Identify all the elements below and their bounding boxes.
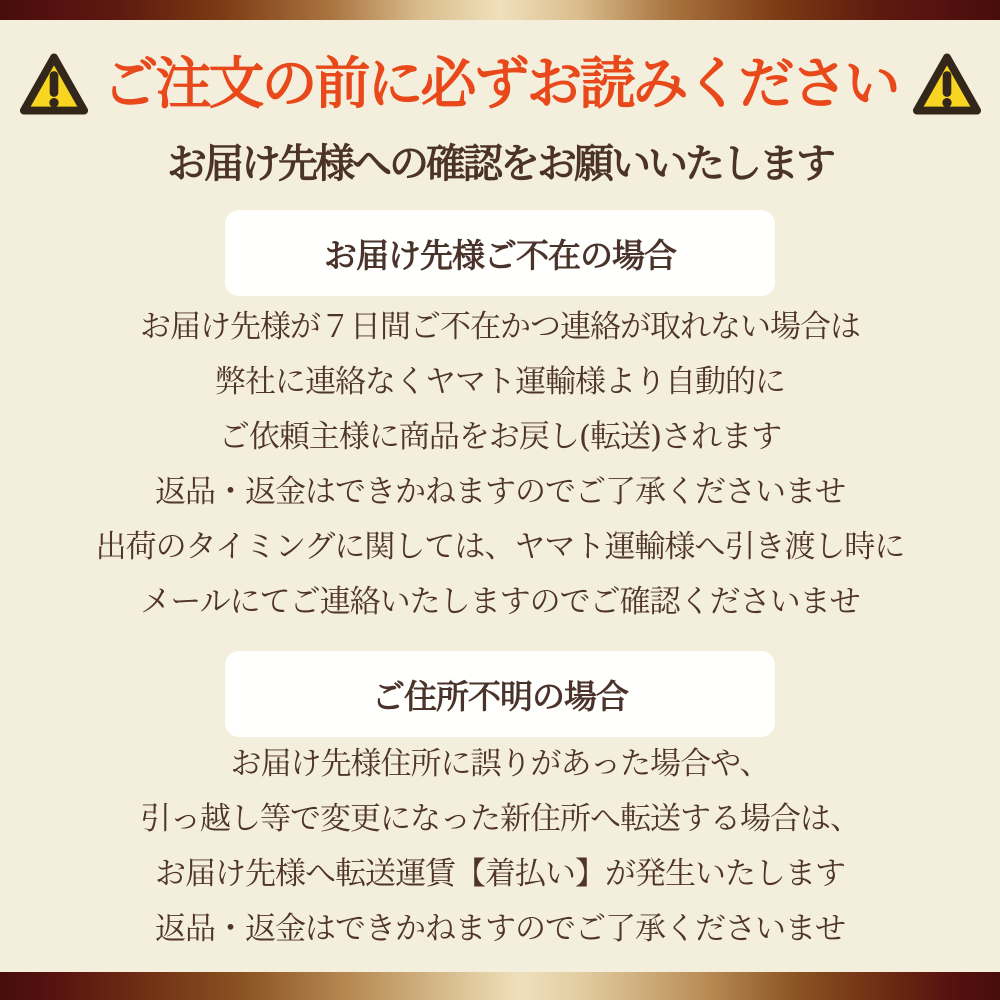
section-absent-body [0, 300, 1000, 630]
section-heading: お届け先様ご不在の場合 [324, 235, 676, 275]
body-line: お届け先様が７日間ご不在かつ連絡が取れない場合は [140, 309, 860, 345]
body-line: メールにてご連絡いたしますのでご確認くださいませ [140, 584, 860, 620]
warning-triangle-icon [911, 51, 983, 117]
page-title: ご注文の前に必ずお読みください [102, 51, 898, 117]
bottom-frame-bar [0, 972, 1000, 1000]
body-line: お届け先様へ転送運賃【着払い】が発生いたします [155, 856, 845, 892]
body-line: お届け先様住所に誤りがあった場合や、 [230, 746, 770, 782]
body-line: 返品・返金はできかねますのでご了承くださいませ [155, 911, 845, 947]
body-line: 返品・返金はできかねますのでご了承くださいませ [155, 474, 845, 510]
title-row [0, 42, 1000, 126]
page-subtitle: お届け先様への確認をお願いいたします [167, 140, 833, 187]
body-line: ご依頼主様に商品をお戻し(転送)されます [218, 419, 782, 455]
body-line: 引っ越し等で変更になった新住所へ転送する場合は、 [140, 801, 860, 837]
top-frame-bar [0, 0, 1000, 20]
section-heading: ご住所不明の場合 [372, 676, 628, 716]
body-line: 弊社に連絡なくヤマト運輸様より自動的に [215, 364, 785, 400]
section-unknown-address-heading-box [225, 651, 775, 737]
body-line: 出荷のタイミングに関しては、ヤマト運輸様へ引き渡し時に [95, 529, 905, 565]
warning-triangle-icon [18, 51, 90, 117]
section-unknown-address-body [0, 737, 1000, 957]
section-absent-heading-box [225, 210, 775, 296]
